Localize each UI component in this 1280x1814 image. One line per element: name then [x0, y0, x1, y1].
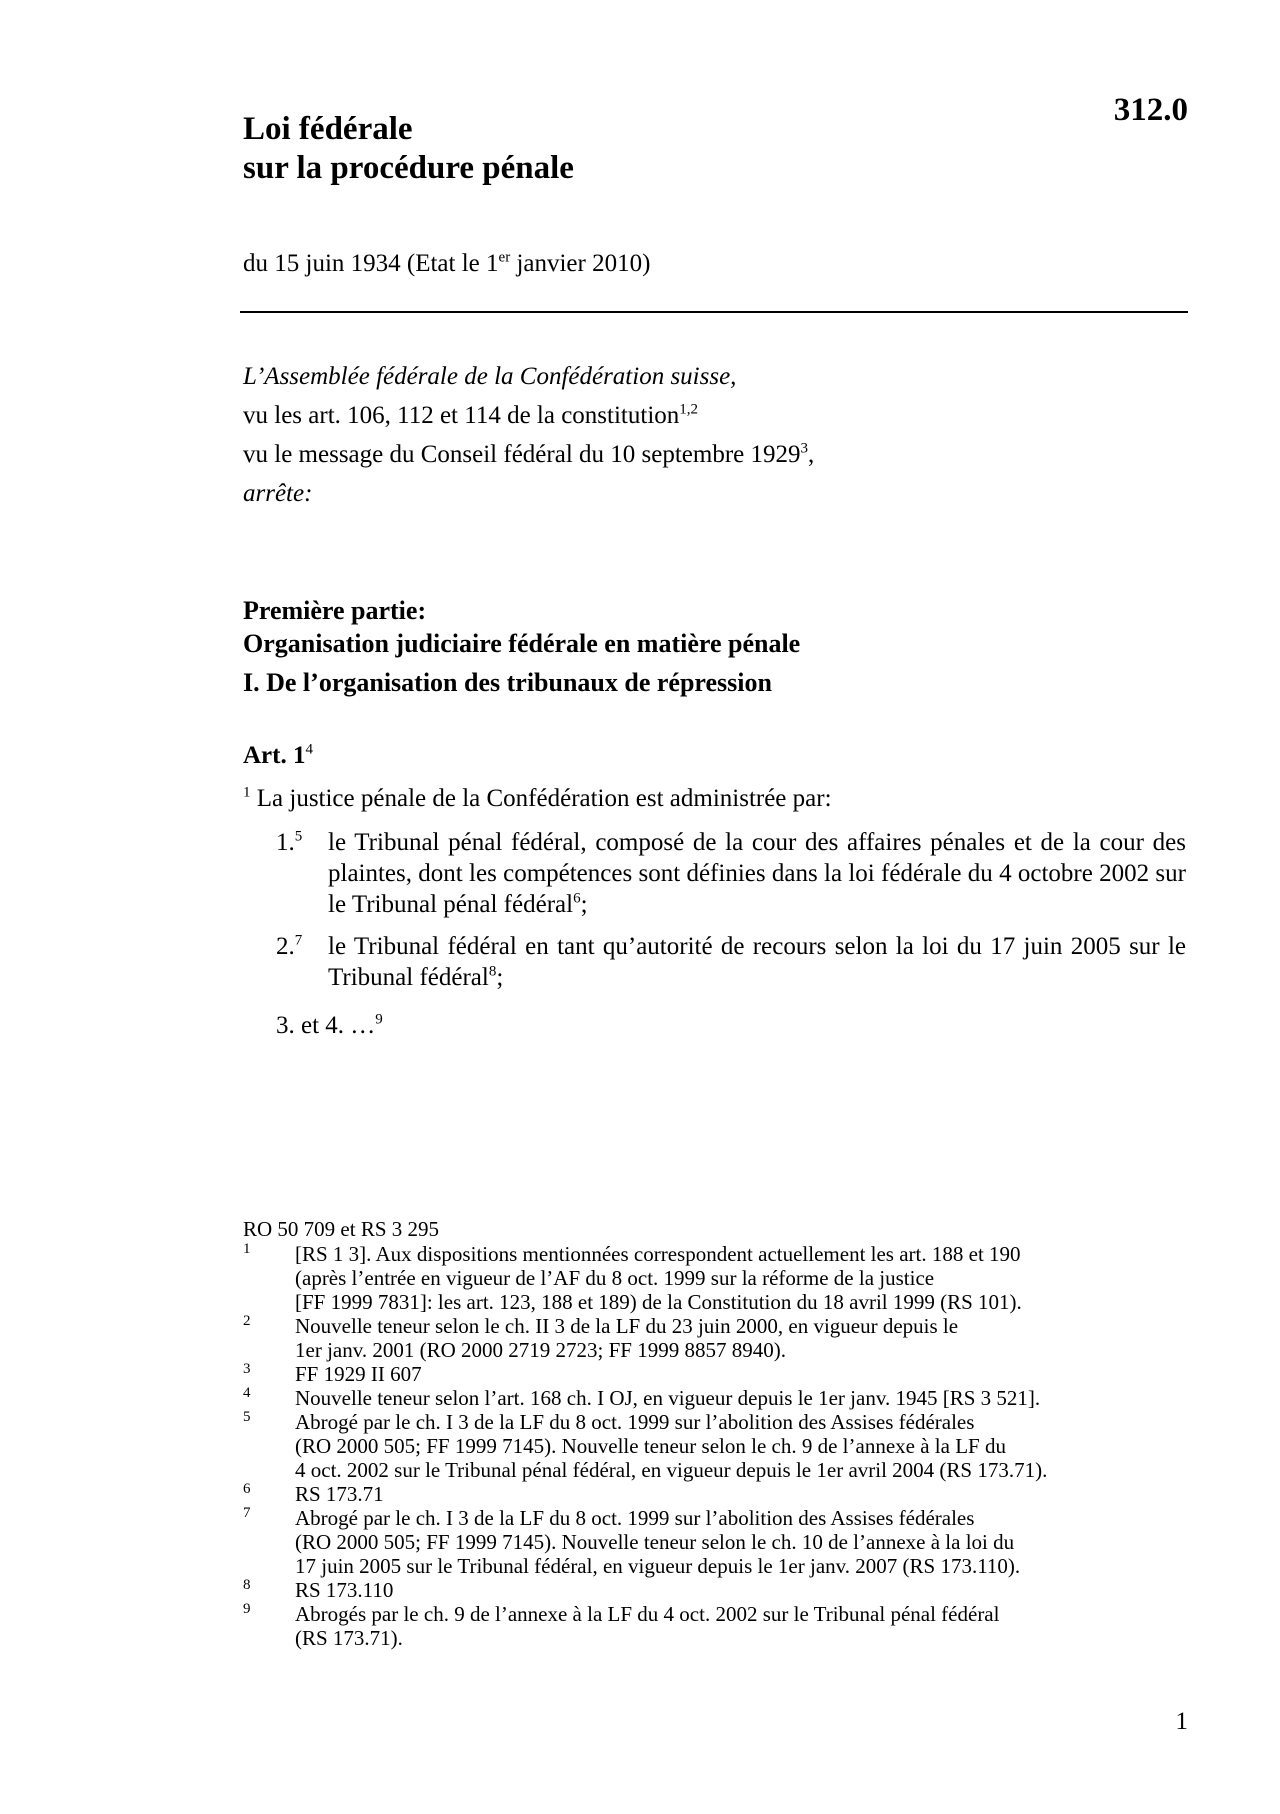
footnote-line: RS 173.110 [295, 1578, 394, 1602]
footnote-number: 1 [243, 1241, 251, 1257]
footnote-line: 4 oct. 2002 sur le Tribunal pénal fédéral, en vigueur depuis le 1er avril 2004 (RS 173.71). [295, 1458, 1048, 1482]
footnote-line: [FF 1999 7831]: les art. 123, 188 et 189) de la Constitution du 18 avril 1999 (RS 101). [295, 1290, 1022, 1314]
footnote-item [243, 1242, 1188, 1314]
footnote-line: RS 173.71 [295, 1482, 384, 1506]
list-item-label: 3. et 4. …$^9$ [276, 1011, 383, 1039]
footnote-line: 1er janv. 2001 (RO 2000 2719 2723; FF 1999 8857 8940). [295, 1338, 786, 1362]
footnote-line: (RO 2000 505; FF 1999 7145). Nouvelle teneur selon le ch. 9 de l’annexe à la LF du [295, 1434, 1006, 1458]
preamble-assembly: L’Assemblée fédérale de la Confédération suisse, [243, 363, 737, 390]
footnote-line: FF 1929 II 607 [295, 1362, 422, 1386]
footnote-item [243, 1386, 1188, 1410]
footnote-line: Nouvelle teneur selon l’art. 168 ch. I OJ, en vigueur depuis le 1er janv. 1945 [RS 3 521]. [295, 1386, 1041, 1410]
footnote-number: 4 [243, 1385, 251, 1401]
footnote-text [295, 1506, 1188, 1578]
title-line-1: Loi fédérale [243, 111, 413, 147]
footnote-item [243, 1362, 1188, 1386]
preamble [243, 357, 814, 513]
footnote-number: 6 [243, 1481, 251, 1497]
footnote-item [243, 1506, 1188, 1578]
footnote-line: Abrogé par le ch. I 3 de la LF du 8 oct. 1999 sur l’abolition des Assises fédérales [295, 1410, 975, 1434]
footnote-item [243, 1314, 1188, 1362]
law-date: du 15 juin 1934 (Etat le 1er janvier 2010) [243, 249, 651, 277]
article-paragraph: $^1$ La justice pénale de la Confédération est administrée par: [243, 784, 832, 812]
footnote-item [243, 1410, 1188, 1482]
footnote-text [295, 1578, 1188, 1602]
footnote-line: Nouvelle teneur selon le ch. II 3 de la LF du 23 juin 2000, en vigueur depuis le [295, 1314, 959, 1338]
footnote-text [295, 1386, 1188, 1410]
footnotes [243, 1242, 1188, 1650]
footnote-line: (après l’entrée en vigueur de l’AF du 8 oct. 1999 sur la réforme de la justice [295, 1266, 935, 1290]
page-number: 1 [1175, 1708, 1188, 1735]
footnote-line: 17 juin 2005 sur le Tribunal fédéral, en vigueur depuis le 1er janv. 2007 (RS 173.110). [295, 1554, 1021, 1578]
law-title [243, 110, 574, 188]
list-item-text: le Tribunal fédéral en tant qu’autorité de recours selon la loi du 17 juin 2005 sur le Tribunal fédéral$^8$; [328, 933, 1186, 991]
list-item [276, 827, 1186, 920]
footnote-number: 8 [243, 1577, 251, 1593]
footnote-line: Abrogés par le ch. 9 de l’annexe à la LF du 4 oct. 2002 sur le Tribunal pénal fédéral [295, 1602, 1000, 1626]
footnote-line: (RS 173.71). [295, 1626, 403, 1650]
footnote-number: 2 [243, 1313, 251, 1329]
footnote-text [295, 1242, 1188, 1314]
footnote-number: 3 [243, 1361, 251, 1377]
footnote-source: RO 50 709 et RS 3 295 [243, 1217, 440, 1241]
footnote-text [295, 1410, 1188, 1482]
section-heading: I. De l’organisation des tribunaux de répression [243, 668, 772, 697]
footnote-text [295, 1362, 1188, 1386]
list-item [276, 931, 1186, 993]
preamble-constitution: vu les art. 106, 112 et 114 de la constitution$^{1,2}$ [243, 401, 699, 429]
part-heading [243, 594, 800, 660]
footnote-text [295, 1602, 1188, 1650]
article-title: Art. $1^4$ [243, 741, 313, 769]
footnote-item [243, 1482, 1188, 1506]
footnote-text [295, 1482, 1188, 1506]
preamble-decree: arrête: [243, 480, 313, 507]
footnote-line: (RO 2000 505; FF 1999 7145). Nouvelle teneur selon le ch. 10 de l’annexe à la loi du [295, 1530, 1015, 1554]
title-divider [240, 311, 1188, 313]
part-title: Organisation judiciaire fédérale en matière pénale [243, 629, 801, 658]
list-item-text: le Tribunal pénal fédéral, composé de la cour des affaires pénales et de la cour des plaintes, dont les compétences sont définies dans la loi fédérale du 4 octobre 2002 sur le Tribunal pénal fédéral$^6$; [328, 829, 1186, 918]
title-line-2: sur la procédure pénale [243, 150, 574, 186]
footnote-number: 7 [243, 1505, 251, 1521]
part-label: Première partie: [243, 596, 427, 625]
list-item-label: 1.$^5$ [276, 828, 303, 856]
footnote-line: [RS 1 3]. Aux dispositions mentionnées correspondent actuellement les art. 188 et 190 [295, 1242, 1021, 1266]
preamble-message: vu le message du Conseil fédéral du 10 septembre 1929$^3$, [243, 440, 815, 468]
footnote-item [243, 1578, 1188, 1602]
footnote-text [295, 1314, 1188, 1362]
footnote-number: 5 [243, 1409, 251, 1425]
footnote-item [243, 1602, 1188, 1650]
footnote-line: Abrogé par le ch. I 3 de la LF du 8 oct. 1999 sur l’abolition des Assises fédérales [295, 1506, 975, 1530]
footnote-number: 9 [243, 1601, 251, 1617]
law-number: 312.0 [1113, 92, 1188, 128]
list-item-label: 2.$^7$ [276, 932, 303, 960]
